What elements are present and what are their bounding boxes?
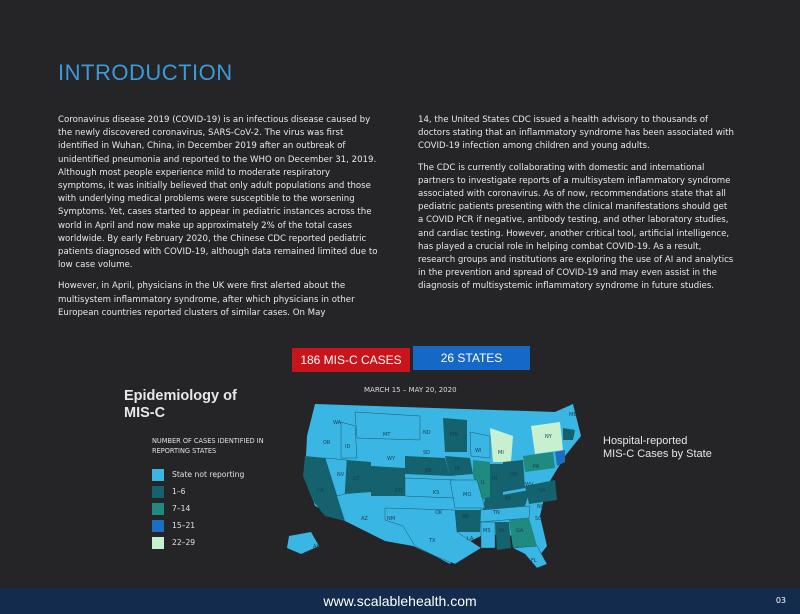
state-label: WV: [525, 482, 534, 488]
state-label: ME: [569, 412, 577, 418]
legend-swatch: [152, 537, 164, 549]
legend-swatch: [152, 486, 164, 498]
state-ak: [287, 532, 319, 554]
state-label: TX: [429, 538, 436, 544]
us-map: [285, 396, 585, 571]
state-label: WY: [387, 456, 395, 462]
legend-label: 7–14: [172, 504, 191, 513]
state-label: NE: [425, 468, 432, 474]
legend-item: [152, 466, 244, 483]
state-label: KS: [433, 490, 440, 496]
page-number: 03: [775, 596, 786, 605]
state-label: SC: [535, 516, 542, 522]
state-label: NY: [545, 434, 552, 440]
state-label: ND: [423, 430, 431, 436]
state-label: CO: [395, 488, 403, 494]
footer: [0, 588, 800, 614]
paragraph: Coronavirus disease 2019 (COVID-19) is an infectious disease caused by the newly discovered coronavirus, SARS-CoV-2. The virus was first identified in Wuhan, China, in December 2019 after an outbreak of unidentified pneumonia and reported to the WHO on December 31, 2019. Although most people experience mild to moderate respiratory symptoms, it was initially believed that only adult populations and those with underlying medical problems were susceptible to the worsening Symptoms. Yet, cases started to appear in pediatric instances across the world in April and now make up approximately 2% of the total cases worldwide. By early February 2020, the Chinese CDC reported pediatric patients diagnosed with COVID-19, although data remained limited due to low case volume.: [58, 115, 378, 271]
state-label: CA: [317, 488, 324, 494]
state-label: ID: [345, 444, 351, 450]
states-badge: 26 STATES: [413, 346, 530, 370]
state-label: SD: [423, 450, 431, 456]
state-label: MO: [463, 492, 472, 498]
legend-swatch: [152, 503, 164, 515]
state-label: IA: [455, 466, 460, 472]
paragraph: 14, the United States CDC issued a health advisory to thousands of doctors stating that an inflammatory syndrome has been associated with COVID-19 infection among children and young adults.: [418, 115, 734, 152]
state-label: WI: [475, 448, 482, 454]
legend-item: [152, 500, 244, 517]
legend-item: [152, 534, 244, 551]
page-title: INTRODUCTION: [58, 60, 233, 85]
legend-label: 15–21: [172, 521, 196, 530]
state-label: MI: [498, 450, 504, 456]
state-label: MT: [383, 432, 391, 438]
state-label: NM: [387, 516, 396, 522]
state-label: AK: [313, 544, 320, 550]
legend-item: [152, 517, 244, 534]
date-range: MARCH 15 – MAY 20, 2020: [364, 386, 457, 394]
map-legend: [152, 466, 244, 551]
legend-label: State not reporting: [172, 470, 245, 479]
paragraph: The CDC is currently collaborating with domestic and international partners to investigate reports of a multisystem inflammatory syndrome associated with coronavirus. As of now, recommendations state that all pediatric patients presenting with the clinical manifestations should get a COVID PCR if negative, antibody testing, and other laboratory studies, and cardiac testing. However, another critical tool, artificial intelligence, has played a crucial role in helping combat COVID-19. As a result, research groups and institutions are exploring the use of AI and analytics in the prevention and spread of COVID-19 and may even assist in the diagnosis of multisystemic inflammatory syndrome in future studies.: [418, 162, 734, 292]
state-ma: [563, 428, 575, 440]
state-label: VA: [539, 488, 546, 494]
state-label: OK: [435, 510, 443, 516]
right-column: [418, 114, 734, 302]
map-title: Epidemiology of MIS-C: [124, 388, 237, 421]
state-al: [495, 522, 511, 550]
state-label: PA: [533, 464, 540, 470]
state-label: FL: [531, 558, 537, 564]
legend-heading: NUMBER OF CASES IDENTIFIED IN REPORTING STATES: [152, 437, 264, 455]
legend-label: 22–29: [172, 538, 196, 547]
state-label: GA: [516, 528, 524, 534]
state-label: KY: [505, 496, 512, 502]
state-label: IN: [492, 476, 498, 482]
cases-badge: 186 MIS-C CASES: [292, 348, 410, 372]
paragraph: However, in April, physicians in the UK were first alerted about the multisystem inflammatory syndrome, after which physicians in other European countries reported clusters of similar cases. On May: [58, 281, 355, 318]
state-label: NC: [537, 504, 545, 510]
state-label: WA: [333, 420, 342, 426]
state-label: OH: [510, 472, 518, 478]
legend-item: [152, 483, 244, 500]
state-wi: [470, 432, 490, 458]
map-side-caption: Hospital-reported MIS-C Cases by State: [603, 435, 712, 460]
state-label: NV: [337, 472, 345, 478]
state-label: OR: [323, 440, 331, 446]
legend-label: 1–6: [172, 487, 186, 496]
state-label: AR: [462, 514, 469, 520]
state-label: AL: [499, 528, 506, 534]
left-column: [58, 114, 380, 328]
state-label: IL: [481, 480, 486, 486]
state-ms: [481, 522, 495, 548]
state-label: LA: [467, 536, 474, 542]
state-label: AZ: [361, 516, 368, 522]
state-label: TN: [493, 510, 500, 516]
state-label: UT: [353, 476, 360, 482]
state-ks: [405, 478, 455, 498]
legend-swatch: [152, 469, 164, 481]
legend-swatch: [152, 520, 164, 532]
state-label: MS: [483, 528, 491, 534]
state-label: MN: [450, 432, 459, 438]
footer-url[interactable]: www.scalablehealth.com: [323, 593, 477, 609]
state-id: [341, 422, 357, 458]
